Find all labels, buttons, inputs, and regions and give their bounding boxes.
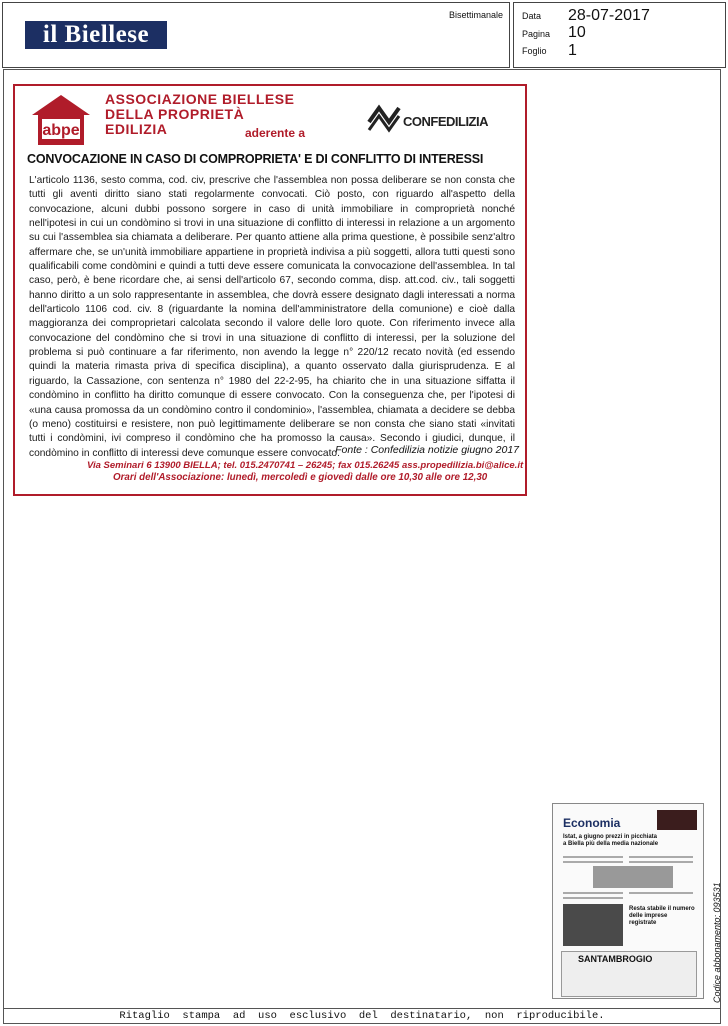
confedilizia-mark-icon: [367, 104, 401, 134]
thumbnail-headline-2: Resta stabile il numero delle imprese registrate: [629, 906, 695, 926]
notice-source: Fonte : Confedilizia notizie giugno 2017: [335, 444, 519, 456]
clipping-header: [0, 0, 728, 68]
date-value: 28-07-2017: [568, 7, 650, 24]
association-hours: Orari dell'Associazione: lunedì, mercoledì e giovedì dalle ore 10,30 alle ore 12,30: [113, 472, 488, 483]
thumbnail-banner-text: SANTAMBROGIO: [578, 954, 653, 964]
masthead-box: [2, 2, 510, 68]
association-line-3: EDILIZIA: [105, 121, 168, 137]
notice-title: CONVOCAZIONE IN CASO DI COMPROPRIETA' E DI CONFLITTO DI INTERESSI: [27, 152, 484, 166]
thumbnail-image-2: [563, 904, 623, 946]
footer-notice: Ritaglio stampa ad uso esclusivo del destinatario, non riproducibile.: [3, 1008, 721, 1024]
abpe-logo-text: abpe: [42, 122, 80, 139]
association-address: Via Seminari 6 13900 BIELLA; tel. 015.2470741 – 26245; fax 015.26245 ass.propedilizia.bi@alice.it: [87, 460, 524, 471]
thumbnail-headline-1: Istat, a giugno prezzi in picchiata a Biella più della media nazionale: [563, 834, 659, 847]
association-line-1: ASSOCIAZIONE BIELLESE: [105, 91, 295, 107]
abpe-house-logo: [30, 93, 92, 147]
metadata-box: [513, 2, 726, 68]
notice-body: L'articolo 1136, sesto comma, cod. civ, prescrive che l'assemblea non possa deliberare se non consta che tutti gli aventi diritto siano stati regolarmente convocati. Ciò posto, con riguardo all'aspetto della convocazione, alcuni dubbi possono sorgere in caso di unità immobiliare in comproprietà nonché nell'ipotesi in cui un condòmino si trovi in una situazione di conflitto di interessi in relazione a un argomento su cui l'assemblea sia chiamata a deliberare. Per quanto attiene alla prima questione, è possibile senz'altro affermare che, se un'unità immobiliare appartiene in proprietà indivisa a più soggetti, allora tutti questi sono qualificabili come condòmini e quindi a tutti deve essere comunicata la convocazione dell'assemblea. In tal caso, però, è bene ricordare che, ai sensi dell'articolo 67, secondo comma, disp. att.cod. civ., tali soggetti hanno diritto a un solo rappresentante in assemblea, che dovrà essere designato dagli interessati a norma dell'articolo 1106 cod. civ. 8 (riguardante la nomina dell'amministratore della comunione) e cioè dalla maggioranza dei comproprietari calcolata secondo il valore delle loro quote. Con riferimento invece alla convocazione del condòmino che si trovi in una situazione di conflitto di interessi, per la soluzione del problema si può continuare a far riferimento, non avendo la legge n° 220/12 recato novità (ed essendo quindi la materia rimasta priva di specifica disciplina), a quanto osservato dalla giurisprudenza. E al riguardo, la Cassazione, con sentenza n° 1980 del 22-2-95, ha chiarito che in una situazione siffatta il condòmino in conflitto ha diritto comunque di essere convocato. Con la conseguenza che, per l'ipotesi di «una causa promossa da un condòmino contro il condominio», l'assemblea, chiamata a decidere se debba (o meno) costituirsi e resistere, non può legittimamente deliberare se non consta che siano stati «invitati tutti i condòmini, ivi compreso il condòmino che ha promosso la causa». Secondo i giudici, dunque, il condòmino in conflitto di interessi deve comunque essere convocato.: [29, 175, 515, 459]
subscription-code: Codice abbonamento: 093531: [712, 882, 722, 1003]
association-line-2: DELLA PROPRIETÀ: [105, 106, 245, 122]
page-value: 10: [568, 24, 586, 41]
thumbnail-image-1: [593, 866, 673, 888]
date-label: Data: [522, 11, 542, 21]
page-label: Pagina: [522, 29, 551, 39]
frequency-label: Bisettimanale: [448, 10, 503, 20]
page-thumbnail: [552, 803, 704, 999]
newspaper-logo: il Biellese: [25, 21, 167, 49]
sheet-label: Foglio: [522, 46, 547, 56]
confedilizia-wordmark: CONFEDILIZIA: [403, 114, 488, 129]
sheet-value: 1: [568, 42, 577, 59]
thumbnail-ad-badge: [657, 810, 697, 830]
thumbnail-banner: [561, 951, 697, 997]
aderente-label: aderente a: [245, 126, 306, 140]
association-notice: [13, 84, 527, 496]
confedilizia-logo: [367, 102, 507, 136]
thumbnail-section: Economia: [563, 816, 621, 830]
